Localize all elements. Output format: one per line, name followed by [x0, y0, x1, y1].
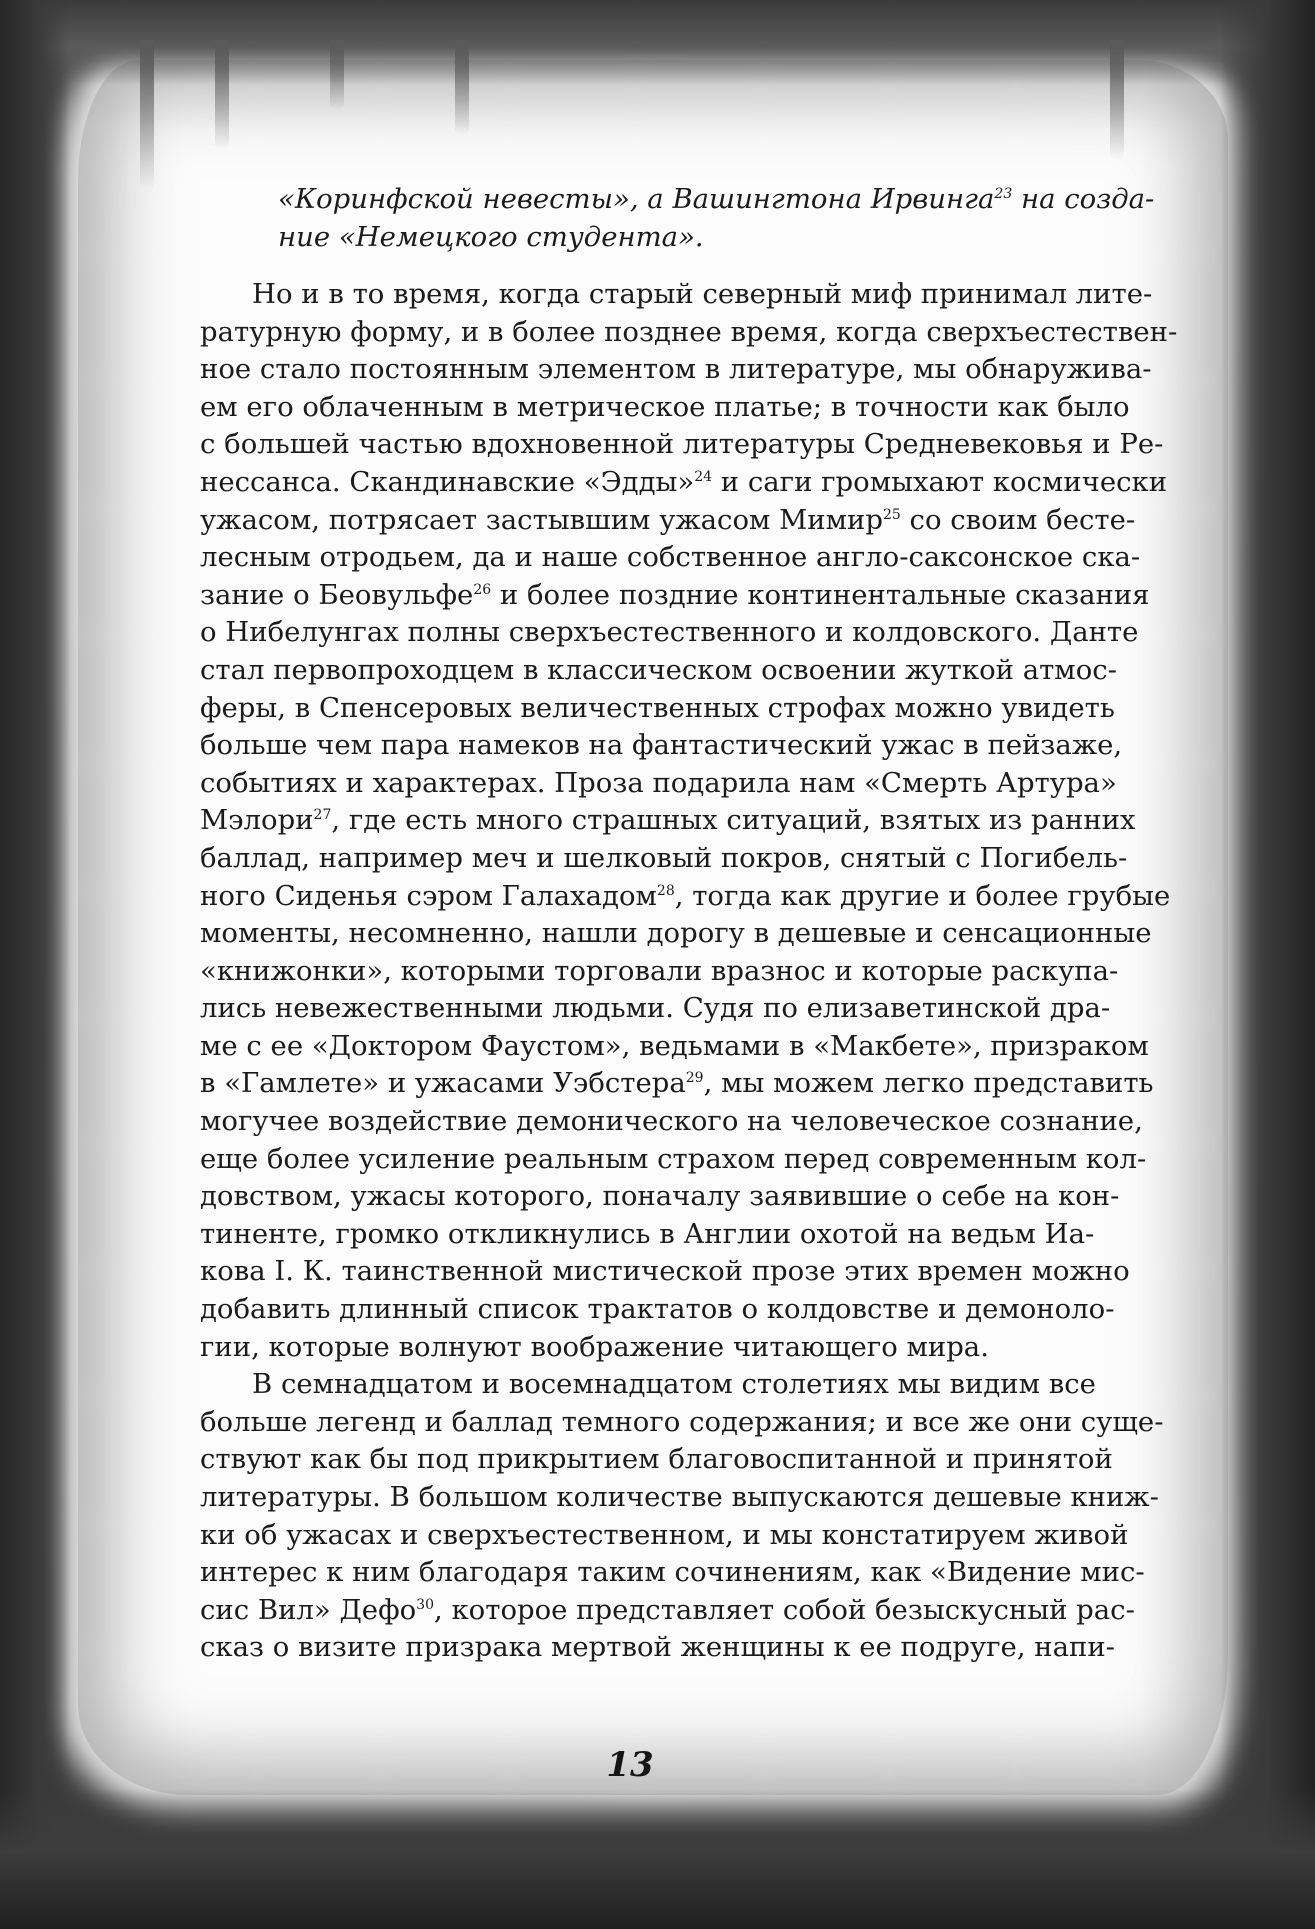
text-line: событиях и характерах. Проза подарила нам «Смерть Артура» — [200, 766, 1117, 799]
ink-drip — [215, 40, 229, 150]
text-line: тиненте, громко откликнулись в Англии охотой на ведьм Иа- — [200, 1217, 1095, 1250]
text-line: феры, в Спенсеровых величественных строфах можно увидеть — [200, 691, 1115, 724]
text-line: о Нибелунгах полны сверхъестественного и колдовского. Данте — [200, 616, 1139, 649]
text-line: могучее воздействие демонического на человеческое сознание, — [200, 1105, 1143, 1138]
page-number: 13 — [606, 1745, 654, 1785]
text-line: еще более усиление реальным страхом перед современным кол- — [200, 1142, 1147, 1175]
text-line: Но и в то время, когда старый северный миф принимал лите- — [252, 278, 1153, 310]
text-line: ние «Немецкого студента». — [278, 221, 704, 253]
text-line: лесным отродьем, да и наше собственное англо-саксонское ска- — [200, 541, 1141, 574]
footnote-ref: 26 — [473, 581, 492, 598]
footnote-ref: 29 — [685, 1070, 704, 1087]
text-line: ем его облаченным в метрическое платье; в точности как было — [200, 390, 1130, 423]
text-line: в «Гамлете» и ужасами Уэбстера$^{29}$, мы можем легко представить — [200, 1067, 1154, 1100]
text-line: кова I. К. таинственной мистической прозе этих времен можно — [200, 1255, 1130, 1288]
text-line: ужасом, потрясает застывшим ужасом Мимир$^{25}$ со своим бесте- — [200, 503, 1136, 536]
quote-continuation — [200, 180, 1155, 256]
footnote-ref: 23 — [994, 185, 1013, 202]
text-line: ствуют как бы под прикрытием благовоспитанной и принятой — [200, 1443, 1113, 1476]
footnote-ref: 28 — [656, 882, 675, 899]
text-line: гии, которые волнуют воображение читающего мира. — [200, 1330, 989, 1363]
ink-drip — [330, 40, 344, 110]
text-line: сказ о визите призрака мертвой женщины к ее подруге, напи- — [200, 1631, 1115, 1664]
ink-drip — [455, 40, 469, 135]
text-line: литературы. В большом количестве выпускаются дешевые книж- — [200, 1481, 1159, 1513]
dark-border-left — [0, 0, 70, 1929]
text-line: ме с ее «Доктором Фаустом», ведьмами в «Макбете», призраком — [200, 1029, 1149, 1062]
text-block — [200, 180, 1178, 1667]
text-line: Мэлори$^{27}$, где есть много страшных ситуаций, взятых из ранних — [200, 804, 1136, 837]
text-line: больше легенд и баллад темного содержания; и все же они суще- — [200, 1405, 1164, 1438]
text-line: ки об ужасах и сверхъестественном, и мы констатируем живой — [200, 1518, 1129, 1551]
ink-drip — [1110, 40, 1124, 160]
text-line: ратурную форму, и в более позднее время, когда сверхъестествен- — [200, 315, 1178, 348]
text-line: лись невежественными людьми. Судя по елизаветинской дра- — [200, 992, 1111, 1025]
text-line: нессанса. Скандинавские «Эдды»$^{24}$ и саги громыхают космически — [200, 465, 1168, 498]
footnote-ref: 30 — [416, 1596, 434, 1613]
text-line: В семнадцатом и восемнадцатом столетиях мы видим все — [252, 1368, 1096, 1401]
text-line: баллад, например меч и шелковый покров, снятый с Погибель- — [200, 841, 1128, 874]
text-line: с большей частью вдохновенной литературы Средневековья и Ре- — [200, 428, 1164, 461]
text-line: стал первопроходцем в классическом освоении жуткой атмос- — [200, 653, 1117, 686]
text-line: «книжонки», которыми торговали вразнос и которые раскупа- — [200, 954, 1119, 987]
text-line: больше чем пара намеков на фантастический ужас в пейзаже, — [200, 729, 1123, 762]
text-line: ного Сиденья сэром Галахадом$^{28}$, тогда как другие и более грубые — [200, 879, 1171, 912]
text-line: добавить длинный список трактатов о колдовстве и демоноло- — [200, 1293, 1115, 1326]
paragraph-1 — [200, 276, 1178, 1366]
text-line: сис Вил» Дефо$^{30}$, которое представляет собой безыскусный рас- — [200, 1593, 1135, 1626]
text-line: довством, ужасы которого, поначалу заявившие о себе на кон- — [200, 1180, 1120, 1213]
text-line: ное стало постоянным элементом в литературе, мы обнаружива- — [200, 353, 1152, 386]
paragraph-2 — [200, 1366, 1164, 1667]
footnote-ref: 25 — [882, 506, 901, 523]
text-line: интерес к ним благодаря таким сочинениям, как «Видение мис- — [200, 1556, 1145, 1589]
footnote-ref: 24 — [694, 468, 713, 485]
text-line: моменты, несомненно, нашли дорогу в дешевые и сенсационные — [200, 917, 1152, 950]
ink-drip — [140, 40, 154, 190]
dark-border-right — [1220, 0, 1315, 1929]
dark-border-bottom — [0, 1789, 1315, 1929]
text-line: «Коринфской невесты», а Вашингтона Ирвинга$^{23}$ на созда- — [278, 183, 1155, 215]
text-line: зание о Беовульфе$^{26}$ и более поздние континентальные сказания — [200, 578, 1150, 611]
footnote-ref: 27 — [313, 807, 332, 824]
